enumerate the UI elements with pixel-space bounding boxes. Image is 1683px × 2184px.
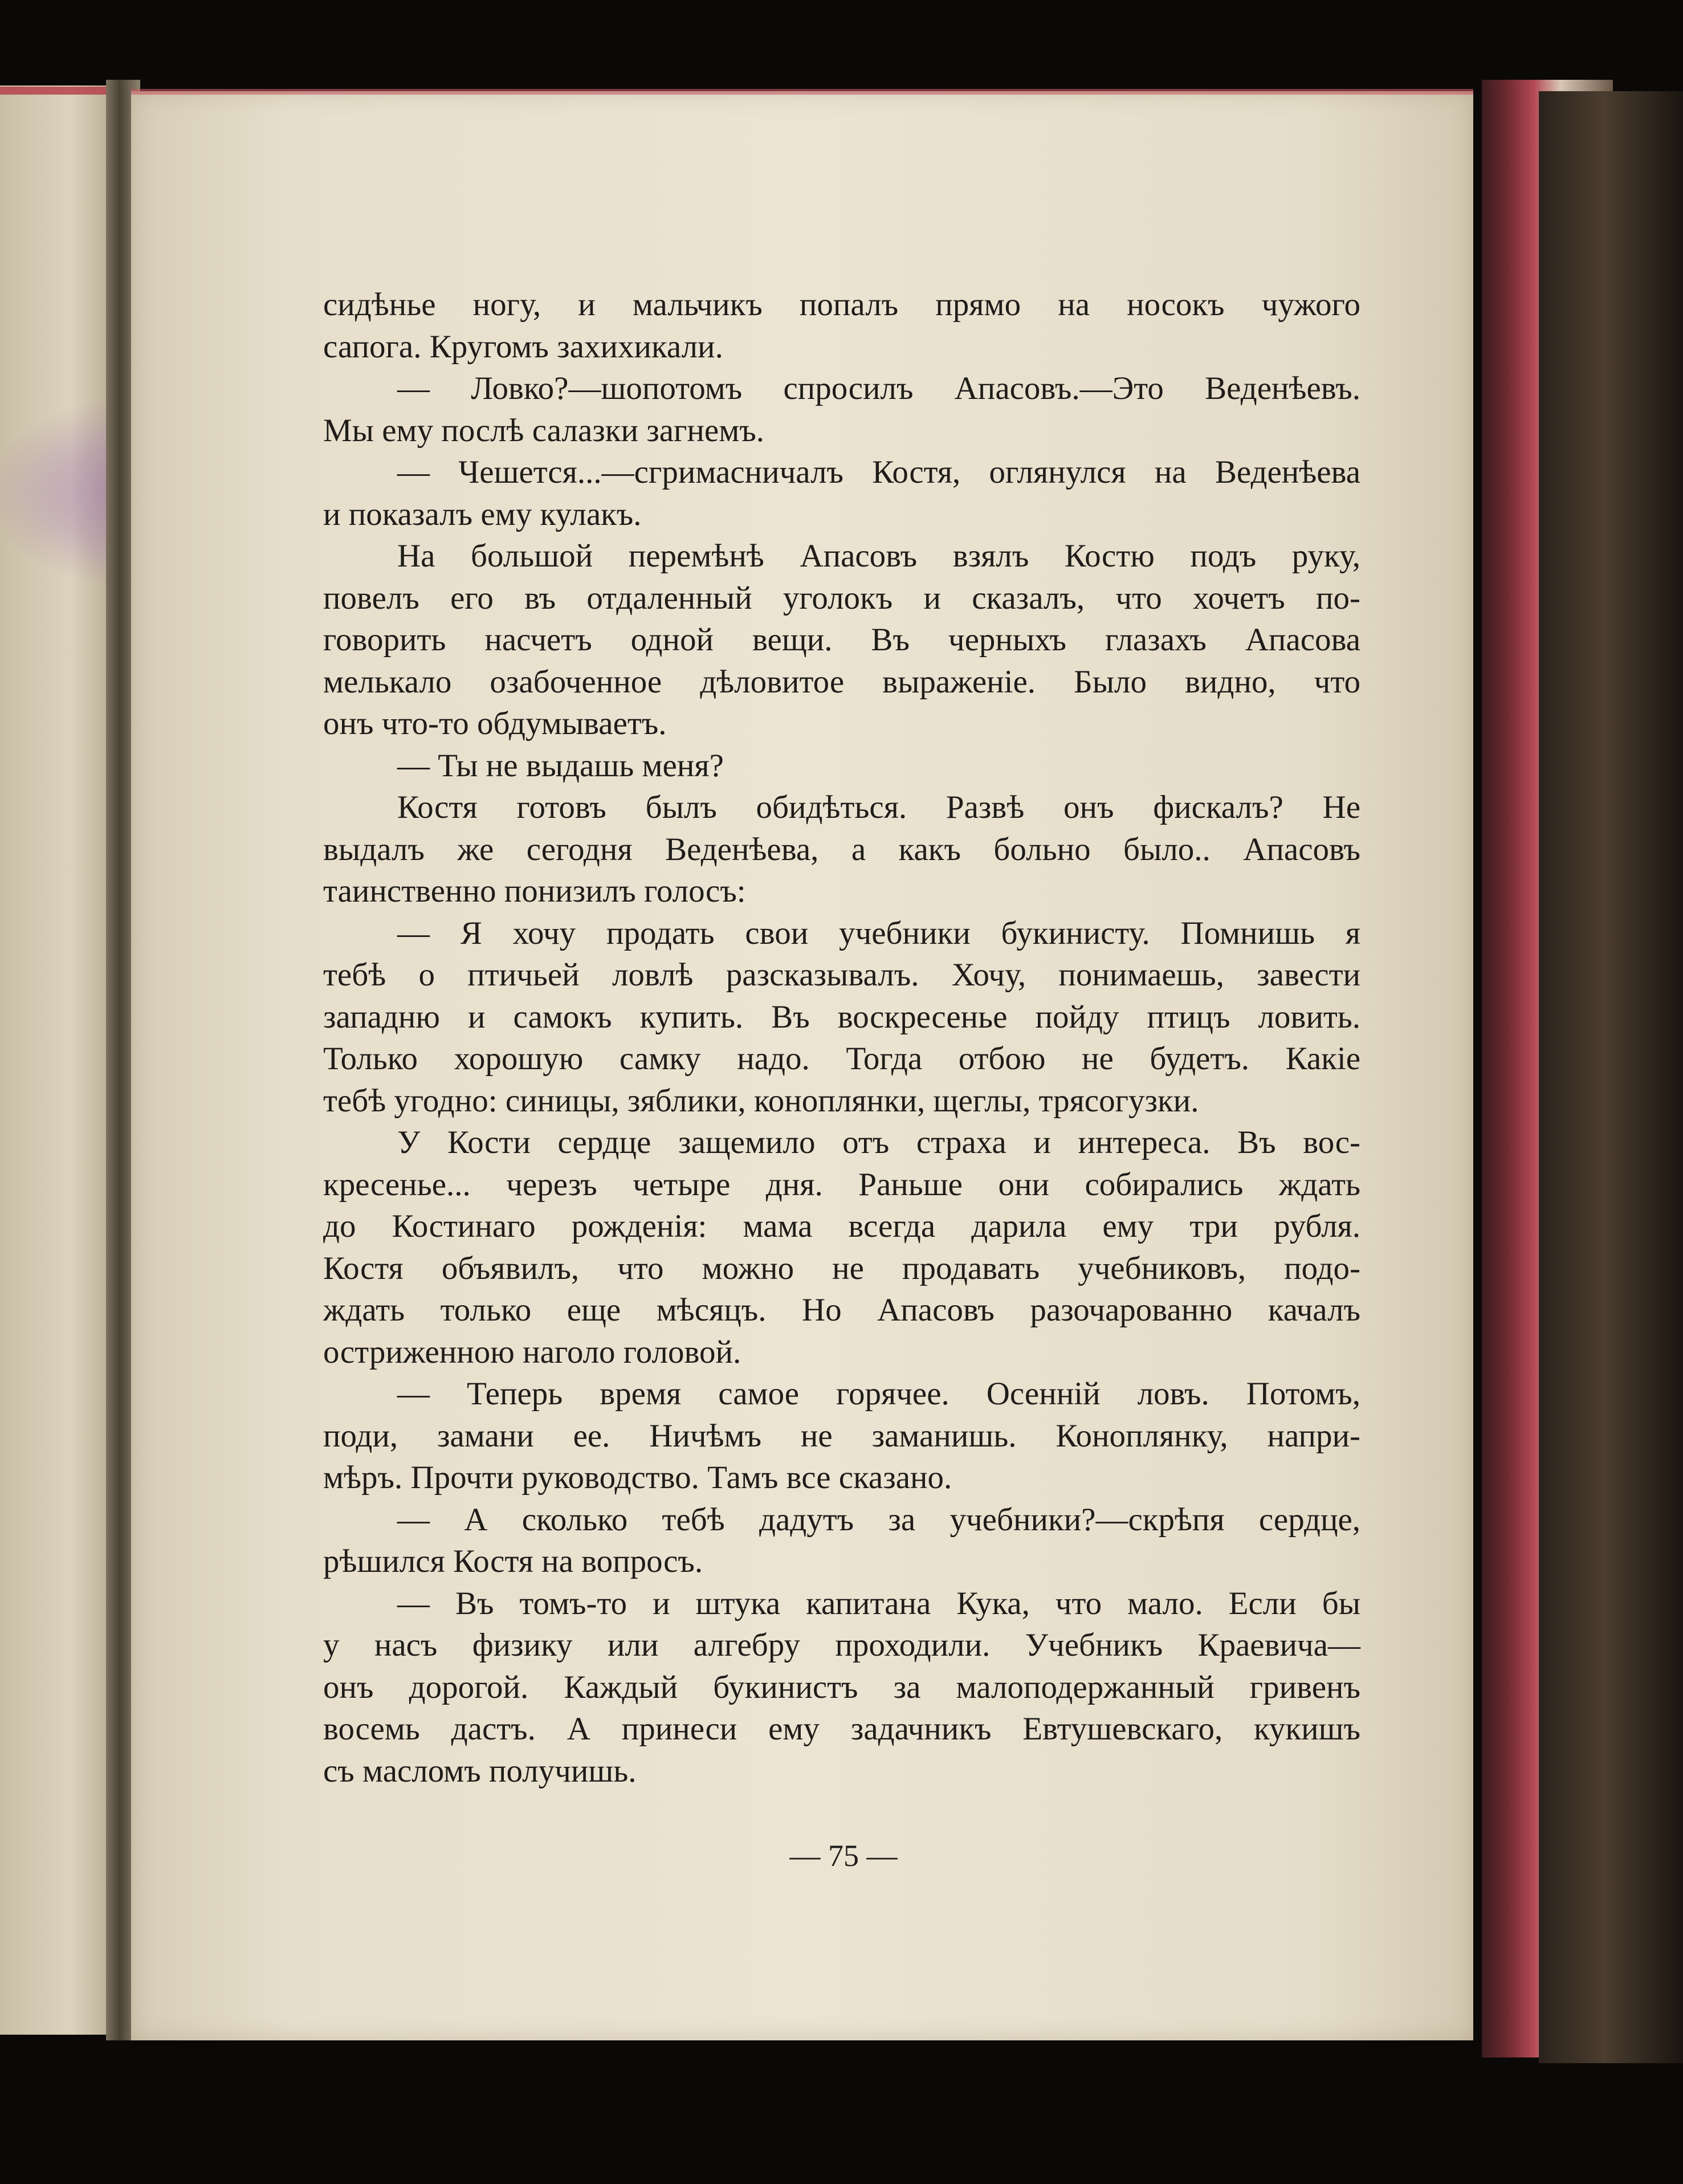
- text-line: сидѣнье ногу, и мальчикъ попалъ прямо на носокъ чужого: [323, 287, 1360, 323]
- text-line: до Костинаго рожденія: мама всегда дарила ему три рубля.: [323, 1208, 1360, 1244]
- page-number: — 75 —: [789, 1839, 898, 1873]
- text-line: выдалъ же сегодня Веденѣева, а какъ больно было.. Апасовъ: [323, 831, 1360, 867]
- text-line: кресенье... черезъ четыре дня. Раньше они собирались ждать: [323, 1166, 1360, 1203]
- text-line: Костя объявилъ, что можно не продавать учебниковъ, подо-: [323, 1250, 1360, 1286]
- text-line: повелъ его въ отдаленный уголокъ и сказалъ, что хочетъ по-: [323, 580, 1360, 616]
- text-line: Мы ему послѣ салазки загнемъ.: [323, 412, 765, 449]
- text-line: — Ловко?—шопотомъ спросилъ Апасовъ.—Это Веденѣевъ.: [397, 370, 1360, 406]
- text-line: онъ дорогой. Каждый букинистъ за малоподержанный гривенъ: [323, 1669, 1360, 1705]
- text-line: восемь дастъ. А принеси ему задачникъ Евтушевскаго, кукишъ: [323, 1711, 1360, 1747]
- text-line: Только хорошую самку надо. Тогда отбою не будетъ. Какіе: [323, 1041, 1360, 1077]
- text-line: говорить насчетъ одной вещи. Въ черныхъ глазахъ Апасова: [323, 622, 1360, 658]
- text-line: — Въ томъ-то и штука капитана Кука, что мало. Если бы: [397, 1585, 1360, 1621]
- page-top-red-edge: [131, 89, 1473, 95]
- text-line: рѣшился Костя на вопросъ.: [323, 1543, 703, 1579]
- text-line: таинственно понизилъ голосъ:: [323, 873, 746, 909]
- text-line: мѣръ. Прочти руководство. Тамъ все сказано.: [323, 1460, 952, 1496]
- text-line: у насъ физику или алгебру проходили. Учебникъ Краевича—: [323, 1627, 1360, 1663]
- text-line: — А сколько тебѣ дадутъ за учебники?—скрѣпя сердце,: [397, 1501, 1360, 1538]
- text-line: съ масломъ получишь.: [323, 1753, 637, 1789]
- text-line: тебѣ угодно: синицы, зяблики, коноплянки, щеглы, трясогузки.: [323, 1082, 1199, 1119]
- page-text-block: [323, 284, 1360, 1792]
- text-line: онъ что-то обдумываетъ.: [323, 706, 667, 741]
- text-line: поди, замани ее. Ничѣмъ не заманишь. Коноплянку, напри-: [323, 1417, 1360, 1454]
- text-line: ждать только еще мѣсяцъ. Но Апасовъ разочарованно качалъ: [323, 1292, 1360, 1328]
- text-line: тебѣ о птичьей ловлѣ разсказывалъ. Хочу, понимаешь, завести: [323, 957, 1360, 993]
- text-line: У Кости сердце защемило отъ страха и интереса. Въ вос-: [397, 1124, 1360, 1160]
- text-line: мелькало озабоченное дѣловитое выраженіе. Было видно, что: [323, 663, 1360, 700]
- text-line: — Ты не выдашь меня?: [397, 747, 724, 784]
- text-line: остриженною наголо головой.: [323, 1334, 741, 1370]
- text-line: — Теперь время самое горячее. Осенній ловъ. Потомъ,: [397, 1376, 1360, 1412]
- text-line: западню и самокъ купить. Въ воскресенье пойду птицъ ловить.: [323, 999, 1360, 1035]
- text-line: — Чешется...—сгримасничалъ Костя, оглянулся на Веденѣева: [397, 454, 1360, 490]
- text-line: сапога. Кругомъ захихикали.: [323, 328, 723, 365]
- text-line: — Я хочу продать свои учебники букинисту. Помнишь я: [397, 915, 1360, 951]
- text-line: и показалъ ему кулакъ.: [323, 496, 642, 532]
- text-line: Костя готовъ былъ обидѣться. Развѣ онъ фискалъ? Не: [397, 789, 1360, 825]
- book-cover-edge: [1539, 91, 1683, 2063]
- text-line: На большой перемѣнѣ Апасовъ взялъ Костю подъ руку,: [397, 538, 1360, 574]
